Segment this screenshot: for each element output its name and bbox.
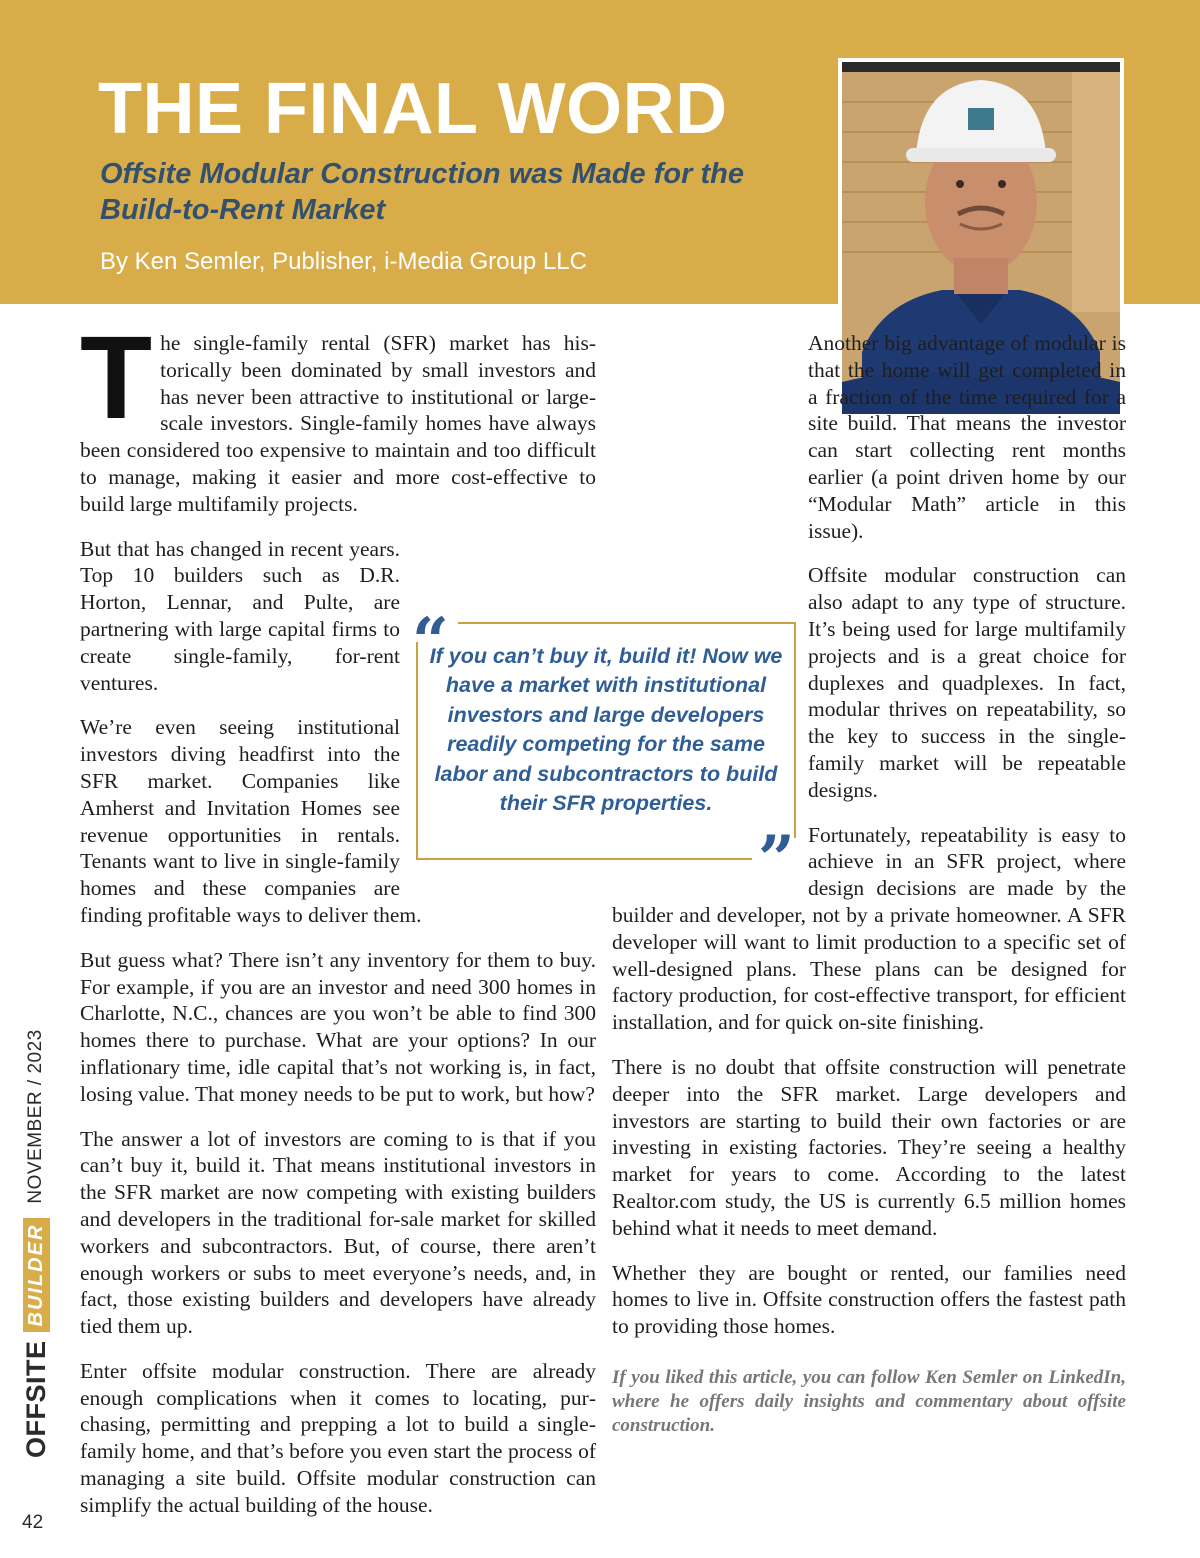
page-number: 42 (22, 1512, 44, 1533)
article-column-right (612, 330, 1126, 1456)
article-column-left (80, 312, 596, 1537)
paragraph-text: Another big advantage of modular is that the home will get completed in a fraction of the time required for a site build. That means the investor can start collecting rent months earlier (a point driven home by our “Modular Math” article in this issue). (808, 331, 1126, 543)
magazine-side-label (18, 1029, 54, 1466)
close-quote-icon: ” (758, 822, 795, 897)
article-paragraph: We’re even seeing institutional investors diving headfirst into the SFR market. Companies like Amherst and Invitation Homes see revenue opportunities in rentals. Tenants want to live in single-family homes and these companies are finding profitable ways to deliver them. (80, 715, 422, 927)
article-paragraph: But guess what? There isn’t any inventory for them to buy. For example, if you are an investor and need 300 homes in Charlotte, N.C., chances are you won’t be able to find 300 homes there to purchase. What are your options? In our inflationary time, idle capital that’s not working is, in fact, losing value. That money needs to be put to work, but how? (80, 947, 596, 1106)
byline: By Ken Semler, Publisher, i-Media Group LLC (100, 248, 587, 275)
page-title: THE FINAL WORD (98, 69, 728, 149)
closing-note: If you liked this article, you can follow Ken Semler on LinkedIn, where he offers daily insights and commentary about offsite construction. (612, 1366, 1126, 1436)
open-quote-icon: “ (412, 604, 449, 679)
article-paragraph: Fortunately, repeatability is easy to achieve in an SFR project, where design decisions are made by the builder and developer, not by a private homeowner. A SFR developer will want to limit production to a specific set of well-designed plans. These plans can be designed for factory production, for cost-effective transport, for efficient installation, and for quick on-site finishing. (612, 822, 1126, 1035)
paragraph-text: he single-family rental (SFR) market has historically been dominated by small investors and has never been attractive to institutional or large-scale investors. Single-family homes have always been considered too expensive to maintain and too difficult to manage, making it easier and more cost-effective to build large multifamily projects. (80, 331, 596, 516)
article-paragraph (80, 312, 596, 518)
pull-quote (412, 604, 798, 897)
drop-cap: T (80, 312, 153, 444)
paragraph-text: But that has changed in recent years. Top 10 builders such as D.R. Horton, Lennar, and Pulte, are partnering with large capital firms to create single-family, for-rent ventures. (80, 536, 400, 695)
article-paragraph: The answer a lot of investors are coming to is that if you can’t buy it, build it. That means institutional investors in the SFR market are now competing with existing builders and developers in the traditional for-sale market for skilled workers and subcontractors. But, of course, there aren’t enough workers or subs to meet everyone’s needs, and, in fact, those existing builders and developers have already tied them up. (80, 1126, 596, 1339)
magazine-name-offsite: OFFSITE (20, 1340, 51, 1458)
issue-date: NOVEMBER / 2023 (25, 1029, 46, 1204)
pull-quote-frame-right (794, 622, 796, 838)
article-paragraph: Enter offsite modular construction. There are already enough complications when it comes to locating, purchasing, permitting and prepping a lot to build a single-family home, and that’s before you even start the process of managing a site build. Offsite modular construction can simplify the actual building of the house. (80, 1358, 596, 1517)
pull-quote-frame-bottom (416, 858, 752, 860)
article-paragraph: There is no doubt that offsite construction will penetrate deeper into the SFR market. Large developers and investors are starting to build their own factories or are investing in existing factories. They’re seeing a healthy market for years to come. According to the latest Realtor.com study, the US is currently 6.5 million homes behind what it needs to meet demand. (612, 1054, 1126, 1240)
article-subtitle: Offsite Modular Construction was Made for the Build-to-Rent Market (100, 158, 744, 226)
article-paragraph (612, 330, 1126, 544)
magazine-name-builder: BUILDER (23, 1218, 50, 1333)
article-paragraph: Offsite modular construction can also adapt to any type of structure. It’s being used for large multifamily projects and is a great choice for duplexes and quadplexes. In fact, modular thrives on repeatability, so the key to success in the single-family market will be repeatable designs. (808, 563, 1126, 802)
pull-quote-text: If you can’t buy it, build it! Now we have a market with institutional investors and large developers readily competing for the same labor and subcontractors to build their SFR properties. (429, 644, 783, 816)
article-paragraph: Whether they are bought or rented, our families need homes to live in. Offsite construction offers the fastest path to providing those homes. (612, 1260, 1126, 1339)
pull-quote-frame-top (458, 622, 796, 624)
